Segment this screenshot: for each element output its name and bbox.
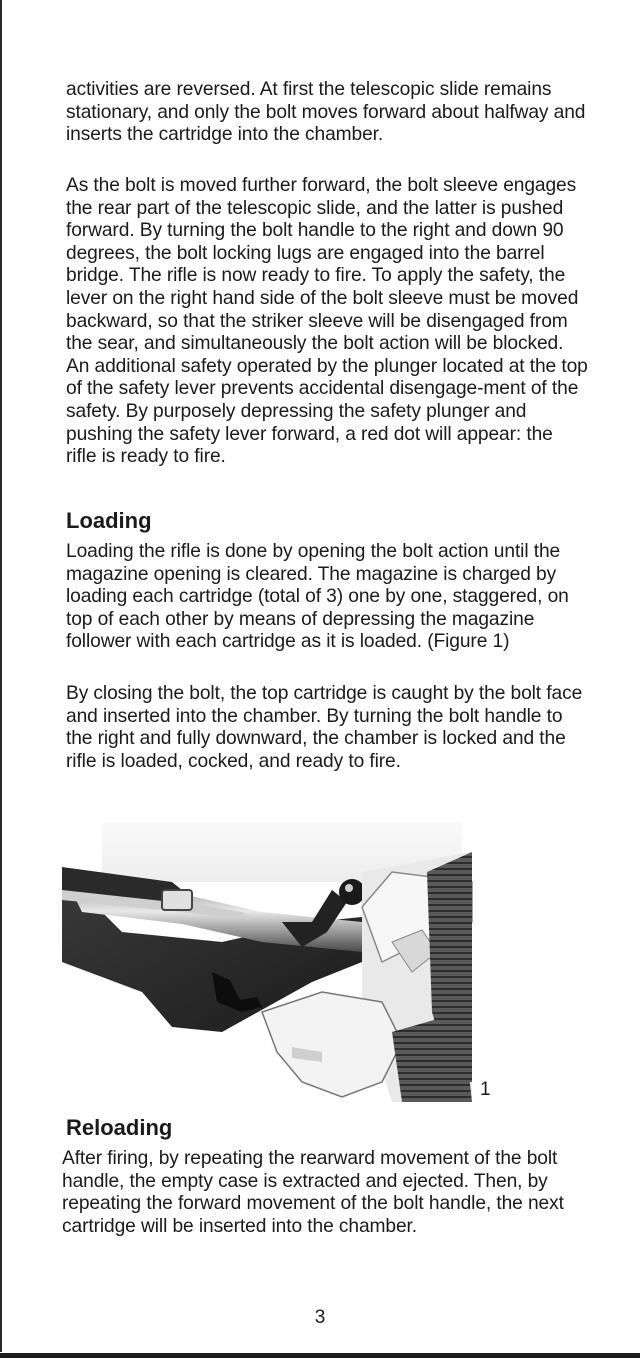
loading-paragraph-2: By closing the bolt, the top cartridge is caught by the bolt face and inserted into the chamber. By turning the bolt handle to the right and fully downward, the chamber is locked and the rifle is loaded, cocked, and ready to fire.: [66, 683, 583, 772]
rifle-loading-photo: [62, 812, 492, 1102]
loading-section: [66, 508, 586, 534]
loading-paragraph-1: Loading the rifle is done by opening the bolt action until the magazine opening is cleared. The magazine is charged by loading each cartridge (total of 3) one by one, staggered, on top of each other by means of depressing the magazine follower with each cartridge as it is loaded. (Figure 1): [66, 541, 569, 653]
loading-heading: Loading: [66, 508, 152, 533]
intro-paragraph: activities are reversed. At first the telescopic slide remains stationary, and only the bolt moves forward about halfway and inserts the cartridge into the chamber.: [66, 79, 586, 146]
bolt-paragraph: As the bolt is moved further forward, the bolt sleeve engages the rear part of the telescopic slide, and the latter is pushed forward. By turning the bolt handle to the right and down 90 degrees, the bolt locking lugs are engaged into the barrel bridge. The rifle is now ready to fire. To apply the safety, the lever on the right hand side of the bolt sleeve must be moved backward, so that the striker sleeve will be disengaged from the sear, and simultaneously the bolt action will be blocked. An additional safety operated by the plunger located at the top of the safety lever prevents accidental disengage-ment of the safety. By purposely depressing the safety plunger and pushing the safety lever forward, a red dot will appear: the rifle is ready to fire.: [66, 175, 588, 468]
loading-paragraph-1-block: [66, 541, 586, 654]
reloading-paragraph: After firing, by repeating the rearward movement of the bolt handle, the empty case is extracted and ejected. Then, by repeating the forward movement of the bolt handle, the next cartridge will be inserted into the chamber.: [62, 1148, 564, 1237]
bolt-paragraph-block: [66, 175, 588, 469]
loading-paragraph-2-block: [66, 683, 586, 773]
left-margin-rule: [0, 0, 2, 1352]
intro-paragraph-block: [66, 79, 586, 147]
figure-number-label: 1: [480, 1079, 491, 1100]
rifle-loading-illustration: [62, 812, 492, 1102]
bottom-rule: [0, 1353, 640, 1358]
reloading-section: [66, 1115, 586, 1141]
reloading-heading: Reloading: [66, 1115, 173, 1140]
reloading-paragraph-block: [62, 1148, 582, 1238]
page-number: 3: [314, 1307, 326, 1328]
